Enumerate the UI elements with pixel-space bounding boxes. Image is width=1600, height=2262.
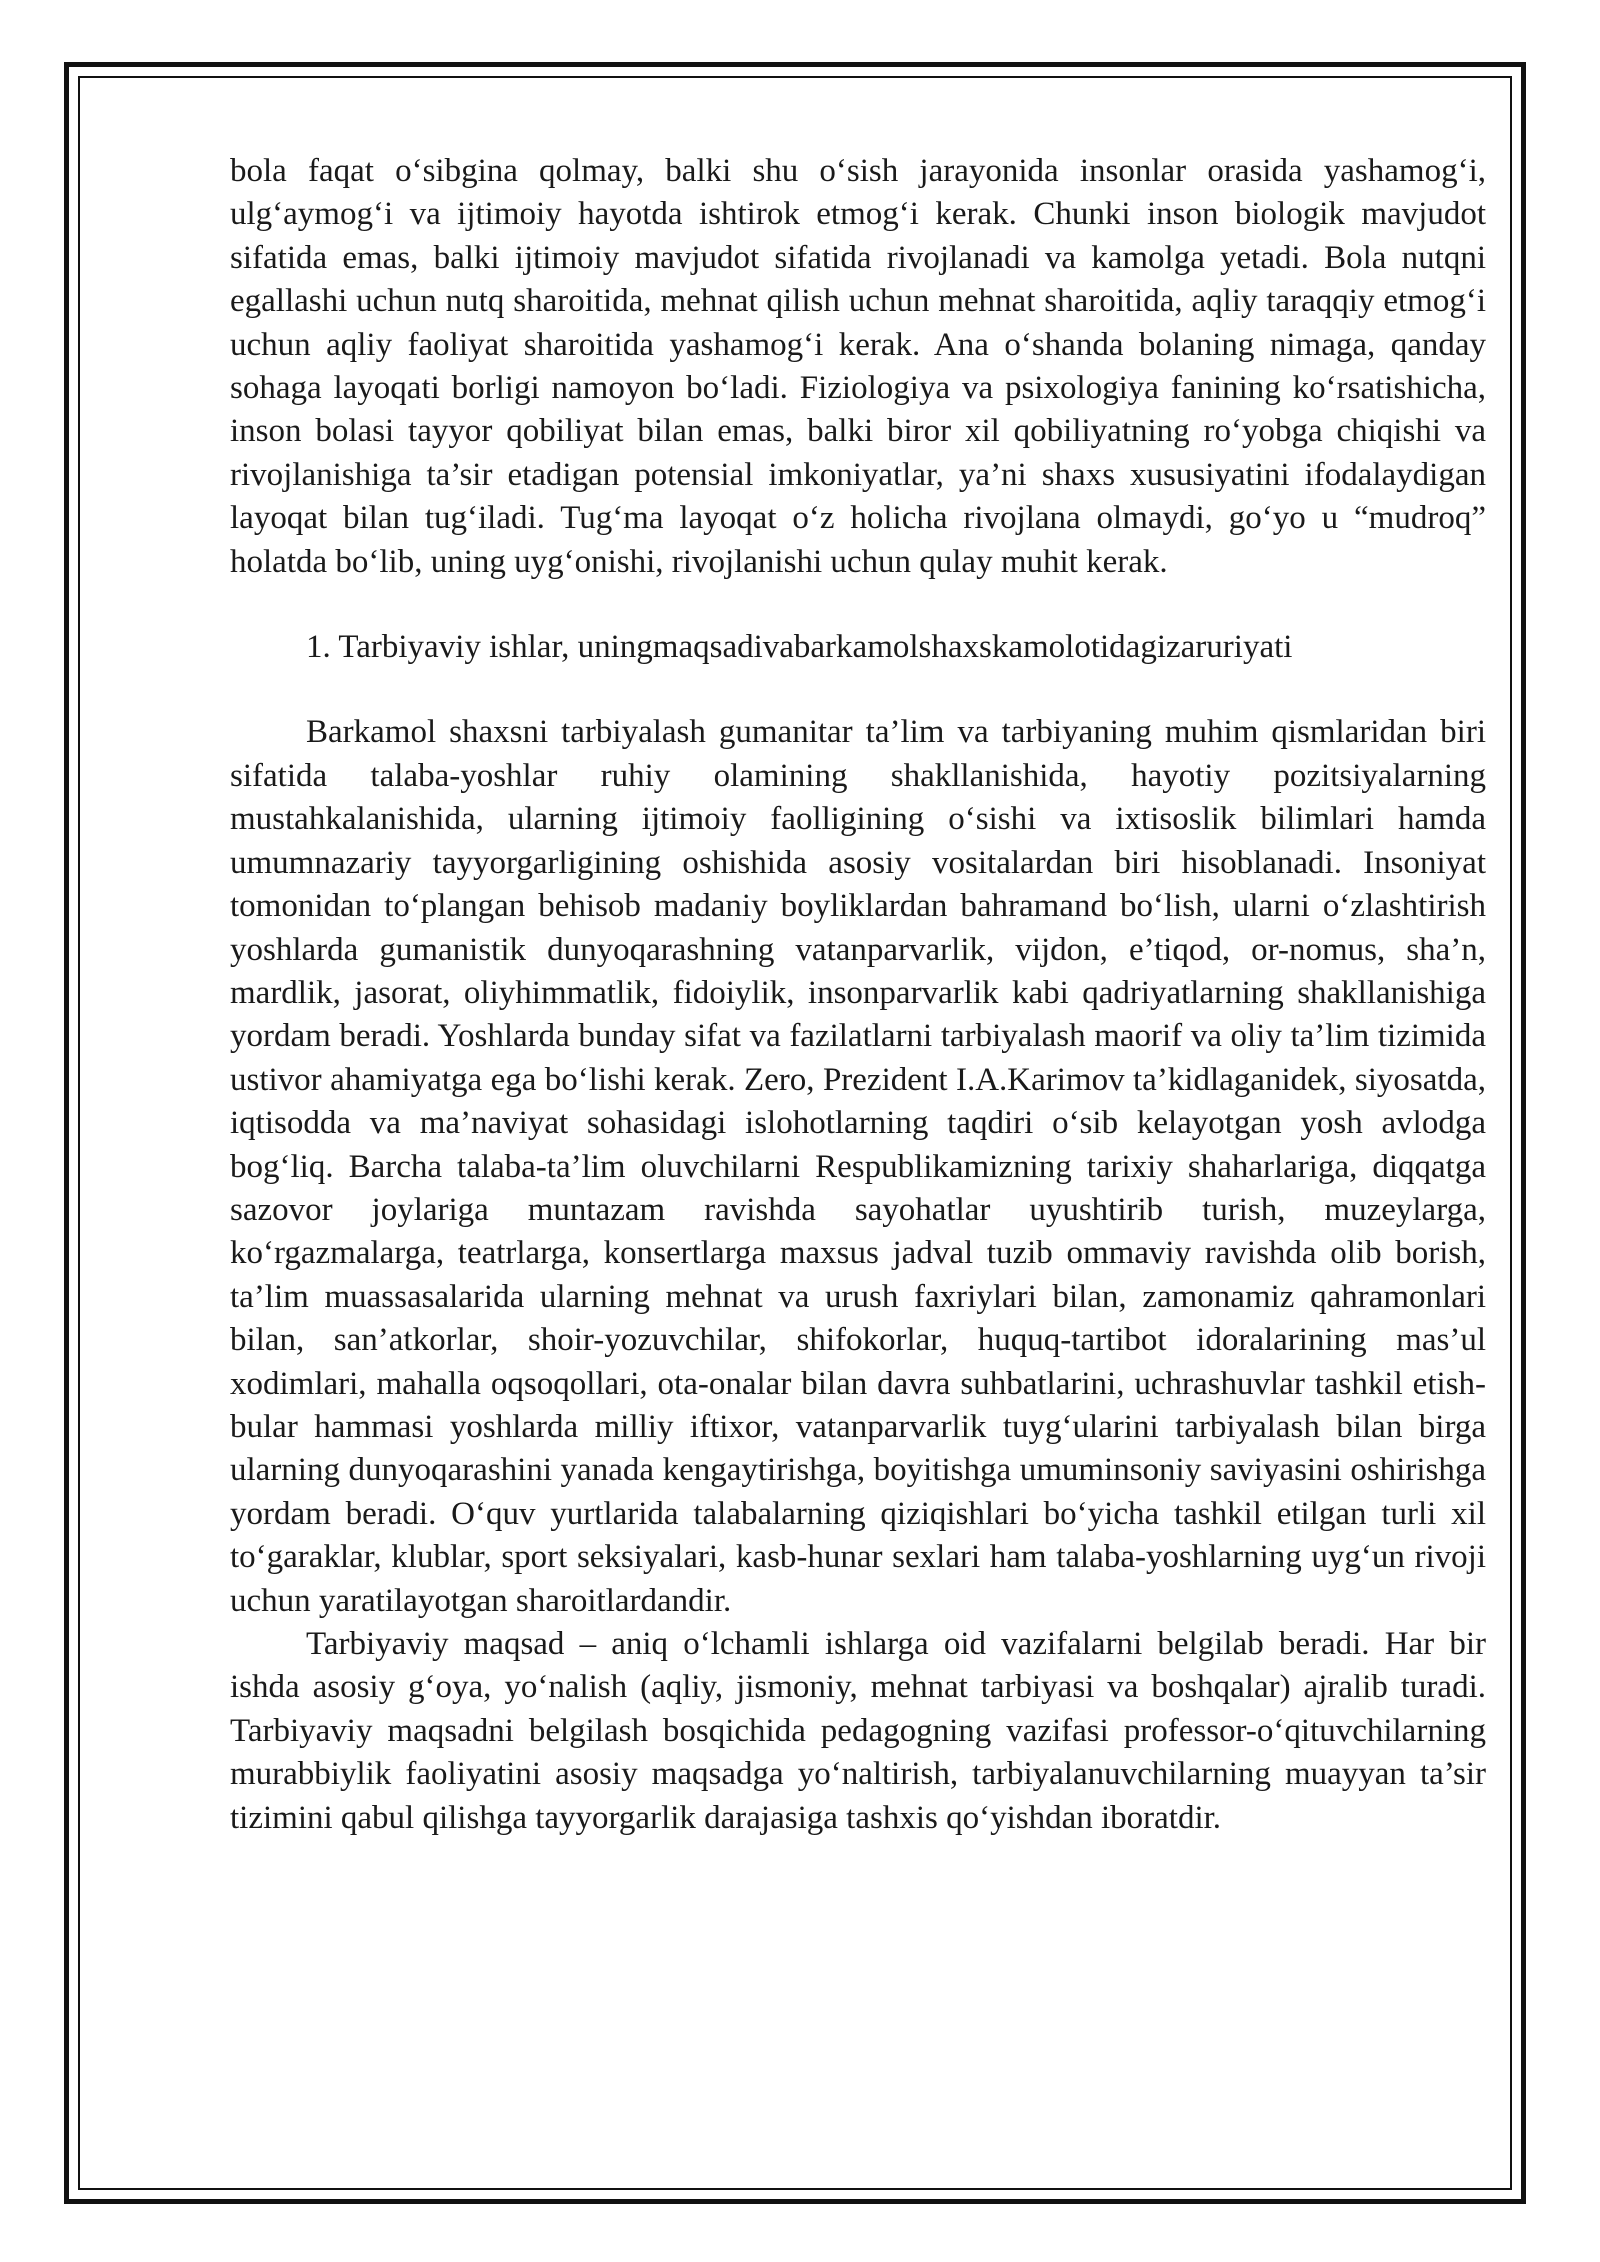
- section-heading: 1. Tarbiyaviy ishlar, uningmaqsadivabarkamolshaxskamolotidagizaruriyati: [306, 629, 1293, 666]
- document-body: [230, 150, 1486, 1840]
- paragraph-barkamol: Barkamol shaxsni tarbiyalash gumanitar ta’lim va tarbiyaning muhim qismlaridan biri sifatida talaba-yoshlar ruhiy olamining shakllanishida, hayotiy pozitsiyalarning mustahkalanishida, ularning ijtimoiy faolligining o‘sishi va ixtisoslik bilimlari hamda umumnazariy tayyorgarligining oshishida asosiy vositalardan biri hisoblanadi. Insoniyat tomonidan to‘plangan behisob madaniy boyliklardan bahramand bo‘lish, ularni o‘zlashtirish yoshlarda gumanistik dunyoqarashning vatanparvarlik, vijdon, e’tiqod, or-nomus, sha’n, mardlik, jasorat, oliyhimmatlik, fidoiylik, insonparvarlik kabi qadriyatlarning shakllanishiga yordam beradi. Yoshlarda bunday sifat va fazilatlarni tarbiyalash maorif va oliy ta’lim tizimida ustivor ahamiyatga ega bo‘lishi kerak. Zero, Prezident I.A.Karimov ta’kidlaganidek, siyosatda, iqtisodda va ma’naviyat sohasidagi islohotlarning taqdiri o‘sib kelayotgan yosh avlodga bog‘liq. Barcha talaba-ta’lim oluvchilarni Respublikamizning tarixiy shaharlariga, diqqatga sazovor joylariga muntazam ravishda sayohatlar uyushtirib turish, muzeylarga, ko‘rgazmalarga, teatrlarga, konsertlarga maxsus jadval tuzib ommaviy ravishda olib borish, ta’lim muassasalarida ularning mehnat va urush faxriylari bilan, zamonamiz qahramonlari bilan, san’atkorlar, shoir-yozuvchilar, shifokorlar, huquq-tartibot idoralarining mas’ul xodimlari, mahalla oqsoqollari, ota-onalar bilan davra suhbatlarini, uchrashuvlar tashkil etish-bular hammasi yoshlarda milliy iftixor, vatanparvarlik tuyg‘ularini tarbiyalash bilan birga ularning dunyoqarashini yanada kengaytirishga, boyitishga umuminsoniy saviyasini oshirishga yordam beradi. O‘quv yurtlarida talabalarning qiziqishlari bo‘yicha tashkil etilgan turli xil to‘garaklar, klublar, sport seksiyalari, kasb-hunar sexlari ham talaba-yoshlarning uyg‘un rivoji uchun yaratilayotgan sharoitlardandir.: [230, 714, 1486, 1619]
- paragraph-tarbiyaviy-maqsad: Tarbiyaviy maqsad – aniq o‘lchamli ishlarga oid vazifalarni belgilab beradi. Har bir ishda asosiy g‘oya, yo‘nalish (aqliy, jismoniy, mehnat tarbiyasi va boshqalar) ajralib turadi. Tarbiyaviy maqsadni belgilash bosqichida pedagogning vazifasi professor-o‘qituvchilarning murabbiylik faoliyatini asosiy maqsadga yo‘naltirish, tarbiyalanuvchilarning muayyan ta’sir tizimini qabul qilishga tayyorgarlik darajasiga tashxis qo‘yishdan iboratdir.: [230, 1626, 1486, 1836]
- paragraph-intro: bola faqat o‘sibgina qolmay, balki shu o‘sish jarayonida insonlar orasida yashamog‘i, ulg‘aymog‘i va ijtimoiy hayotda ishtirok etmog‘i kerak. Chunki inson biologik mavjudot sifatida emas, balki ijtimoiy mavjudot sifatida rivojlanadi va kamolga yetadi. Bola nutqni egallashi uchun nutq sharoitida, mehnat qilish uchun mehnat sharoitida, aqliy taraqqiy etmog‘i uchun aqliy faoliyat sharoitida yashamog‘i kerak. Ana o‘shanda bolaning nimaga, qanday sohaga layoqati borligi namoyon bo‘ladi. Fiziologiya va psixologiya fanining ko‘rsatishicha, inson bolasi tayyor qobiliyat bilan emas, balki biror xil qobiliyatning ro‘yobga chiqishi va rivojlanishiga ta’sir etadigan potensial imkoniyatlar, ya’ni shaxs xususiyatini ifodalaydigan layoqat bilan tug‘iladi. Tug‘ma layoqat o‘z holicha rivojlana olmaydi, go‘yo u “mudroq” holatda bo‘lib, uning uyg‘onishi, rivojlanishi uchun qulay muhit kerak.: [230, 153, 1486, 580]
